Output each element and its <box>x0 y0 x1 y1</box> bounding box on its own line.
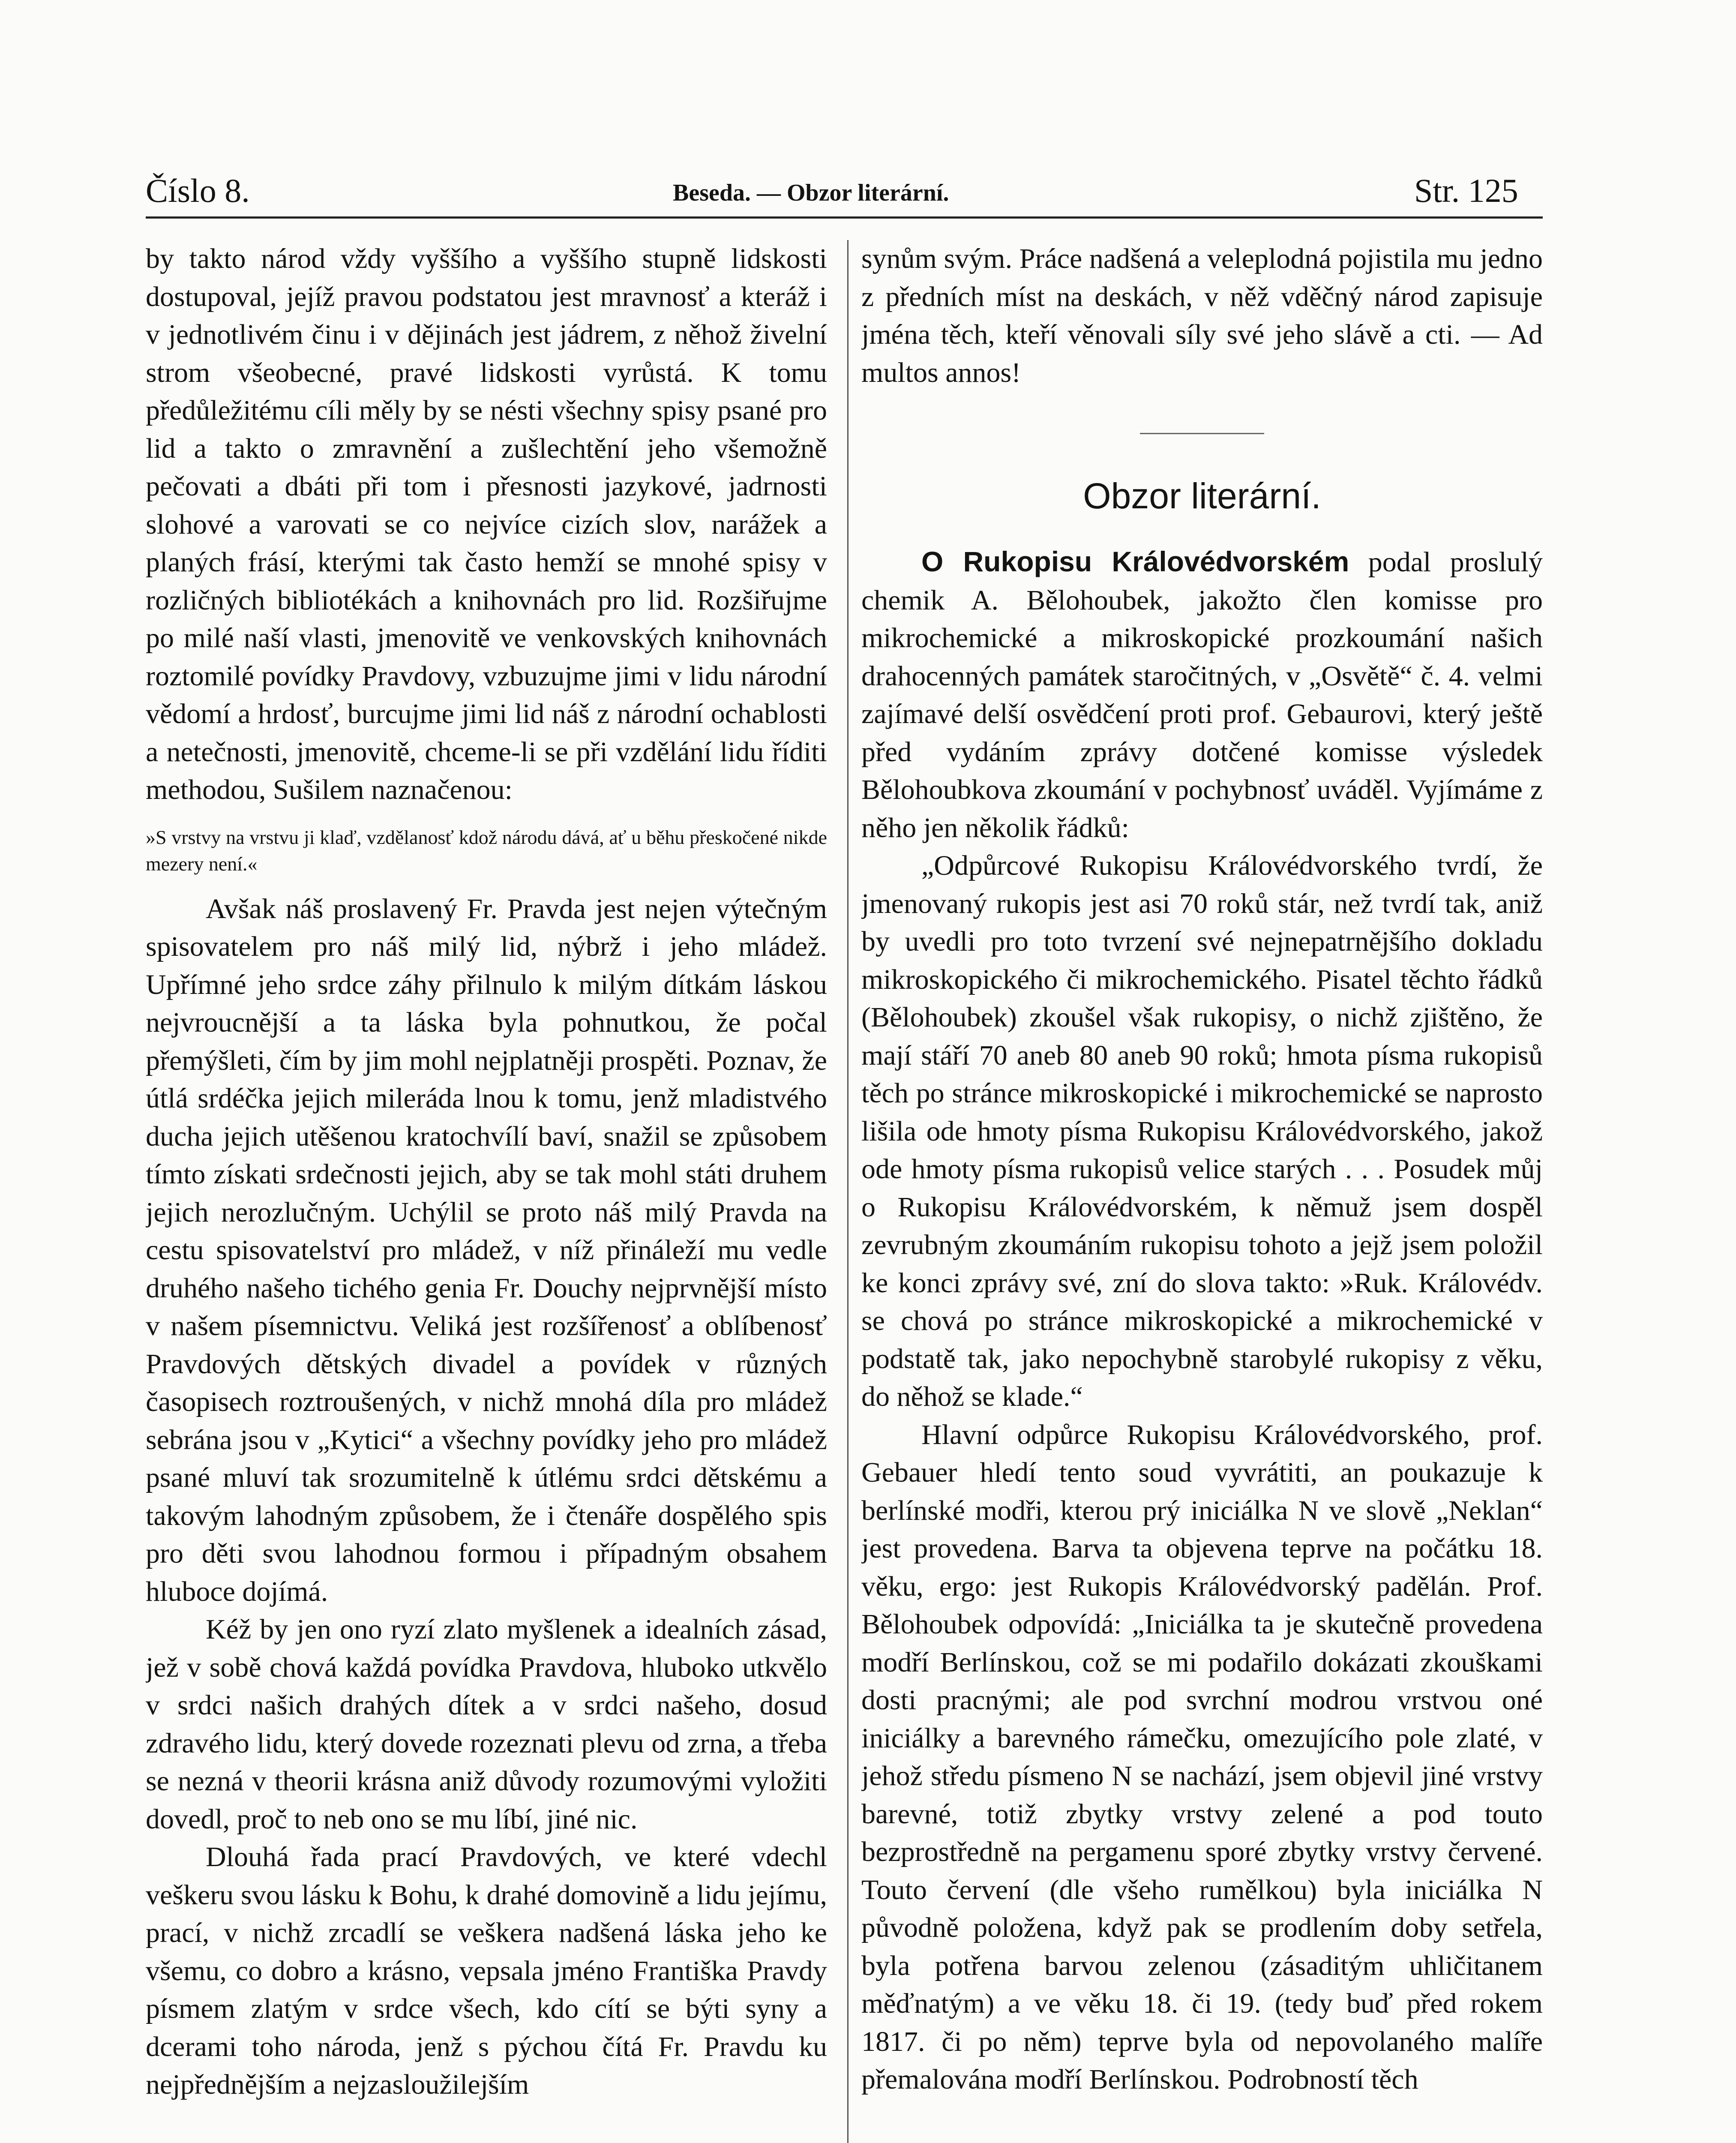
article-lead: O Rukopisu Královédvorském <box>921 546 1349 577</box>
column-divider <box>847 240 849 2143</box>
paragraph: synům svým. Práce nadšená a veleplodná pojistila mu jedno z předních míst na deskách, v něž vděčný národ zapisuje jména těch, kteří věnovali síly své jeho slávě a cti. — Ad multos annos! <box>861 243 1543 388</box>
right-column <box>861 240 1543 2143</box>
paragraph: Dlouhá řada prací Pravdových, ve které vdechl veškeru svou lásku k Bohu, k drahé domovině a lidu jejímu, prací, v nichž zrcadlí se veškera nadšená láska jeho ke všemu, co dobro a krásno, vepsala jméno Františka Pravdy písmem zlatým v srdce všech, kdo cítí se býti syny a dcerami toho národa, jenž s pýchou čítá Fr. Pravdu ku nejpřednějším a nejzasloužilejším <box>146 1841 827 2100</box>
header-rule <box>146 216 1543 219</box>
article-intro: podal proslulý chemik A. Bělohoubek, jakožto člen komisse pro mikrochemické a mikroskopické prozkoumání našich drahocenných památek staročitných, v „Osvětě“ č. 4. velmi zajímavé delší osvědčení proti prof. Gebaurovi, který ještě před vydáním zprávy dotčené komisse výsledek Bělohoubkova zkoumání v pochybnosť uváděl. Vyjímáme z něho jen několik řádků: <box>861 546 1543 843</box>
article-intro-paragraph <box>861 543 1543 847</box>
paragraph: by takto národ vždy vyššího a vyššího stupně lidskosti dostupoval, jejíž pravou podstatou jest mravnosť a kteráž i v jednotlivém činu i v dějinách jest jádrem, z něhož živelní strom všeobecné, pravé lidskosti vyrůstá. K tomu předůležitému cíli měly by se nésti všechny spisy psané pro lid a takto o zmravnění a zušlechtění jeho všemožně pečovati a dbáti při tom i přesnosti jazykové, jadrnosti slohové a varovati se co nejvíce cizích slov, narážek a planých frásí, kterými tak často hemží se mnohé spisy v rozličných bibliotékách a knihovnách pro lid. Rozšiřujme po milé naší vlasti, jmenovitě ve venkovských knihovnách roztomilé povídky Pravdovy, vzbuzujme jimi v lidu národní vědomí a hrdosť, burcujme jimi lid náš z národní ochablosti a netečnosti, jmenovitě, chceme-li se při vzdělání lidu říditi methodou, Sušilem naznačenou: <box>146 243 827 805</box>
page-number: Str. 125 <box>1414 172 1518 209</box>
paragraph: Kéž by jen ono ryzí zlato myšlenek a idealních zásad, jež v sobě chová každá povídka Pravdova, hluboko utkvělo v srdci našich drahých dítek a v srdci našeho, dosud zdravého lidu, který dovede rozeznati plevu od zrna, a třeba se nezná v theorii krásna aniž důvody rozumovými vyložiti dovedl, proč to neb ono se mu líbí, jiné nic. <box>146 1614 827 1835</box>
issue-number: Číslo 8. <box>146 172 250 209</box>
section-title: Obzor literární. <box>1083 476 1321 516</box>
verse-quote: »S vrstvy na vrstvu ji klaď, vzdělanosť kdož národu dává, ať u běhu přeskočené nikde mezery není.« <box>146 826 827 875</box>
section-separator <box>1140 433 1264 434</box>
quoted-paragraph: „Odpůrcové Rukopisu Královédvorského tvrdí, že jmenovaný rukopis jest asi 70 roků stár, než tvrdí tak, aniž by uvedli pro toto tvrzení své nejnepatrnějšího dokladu mikroskopického či mikrochemického. Pisatel těchto řádků (Bělohoubek) zkoušel však rukopisy, o nichž zjištěno, že mají stáří 70 aneb 80 aneb 90 roků; hmota písma rukopisů těch po stránce mikroskopické i mikrochemické se naprosto lišila ode hmoty písma Rukopisu Královédvorského, jakož ode hmoty písma rukopisů velice starých . . . Posudek můj o Rukopisu Královédvorském, k němuž jsem dospěl zevrubným zkoumáním rukopisu tohoto a jejž jsem položil ke konci zprávy své, zní do slova takto: »Ruk. Královédv. se chová po stránce mikroskopické a mikrochemické v podstatě tak, jako nepochybně starobylé rukopisy z věku, do něhož se klade.“ <box>861 850 1543 1412</box>
running-title: Beseda. — Obzor literární. <box>673 180 949 206</box>
paragraph: Hlavní odpůrce Rukopisu Královédvorského, prof. Gebauer hledí tento soud vyvrátiti, an poukazuje k berlínské modři, kterou prý iniciálka N ve slově „Neklan“ jest provedena. Barva ta objevena teprve na počátku 18. věku, ergo: jest Rukopis Královédvorský padělán. Prof. Bělohoubek odpovídá: „Iniciálka ta je skutečně provedena modří Berlínskou, což se mi podařilo dokázati zkouškami dosti pracnými; ale pod svrchní modrou vrstvou oné iniciálky a barevného rámečku, omezujícího pole zlaté, v jehož středu písmeno N se nachází, jsem objevil jiné vrstvy barevné, totiž zbytky vrstvy zelené a pod touto bezprostředně na pergamenu sporé zbytky vrstvy červené. Touto červení (dle všeho rumělkou) byla iniciálka N původně položena, když pak se prodlením doby setřela, byla potřena barvou zelenou (zásaditým uhličitanem měďnatým) a ve věku 18. či 19. (tedy buď před rokem 1817. či po něm) teprve byla od nepovolaného malíře přemalována modří Berlínskou. Podrobností těch <box>861 1419 1543 2095</box>
left-column <box>146 240 827 2143</box>
paragraph: Avšak náš proslavený Fr. Pravda jest nejen výtečným spisovatelem pro náš milý lid, nýbrž i jeho mládež. Upřímné jeho srdce záhy přilnulo k milým dítkám láskou nejvroucnější a ta láska byla pohnutkou, že počal přemýšleti, čím by jim mohl nejplatněji prospěti. Poznav, že útlá srdéčka jejich mileráda lnou k tomu, jenž mladistvého ducha jejich utěšenou kratochvílí baví, snažil se způsobem tímto získati srdečnosti jejich, aby se tak mohl státi druhem jejich nerozlučným. Uchýlil se proto náš milý Pravda na cestu spisovatelství pro mládež, v níž přináleží mu vedle druhého našeho tichého genia Fr. Douchy nejprvnější místo v našem písemnictvu. Veliká jest rozšířenosť a oblíbenosť Pravdových dětských divadel a povídek v různých časopisech roztroušených, v nichž mnohá díla pro mládež sebrána jsou v „Kytici“ a všechny povídky jeho pro mládež psané mluví tak srozumitelně k útlému srdci dětskému a takovým lahodným způsobem, že i čtenáře dospělého spis pro děti svou lahodnou formou i případným obsahem hluboce dojímá. <box>146 893 827 1607</box>
